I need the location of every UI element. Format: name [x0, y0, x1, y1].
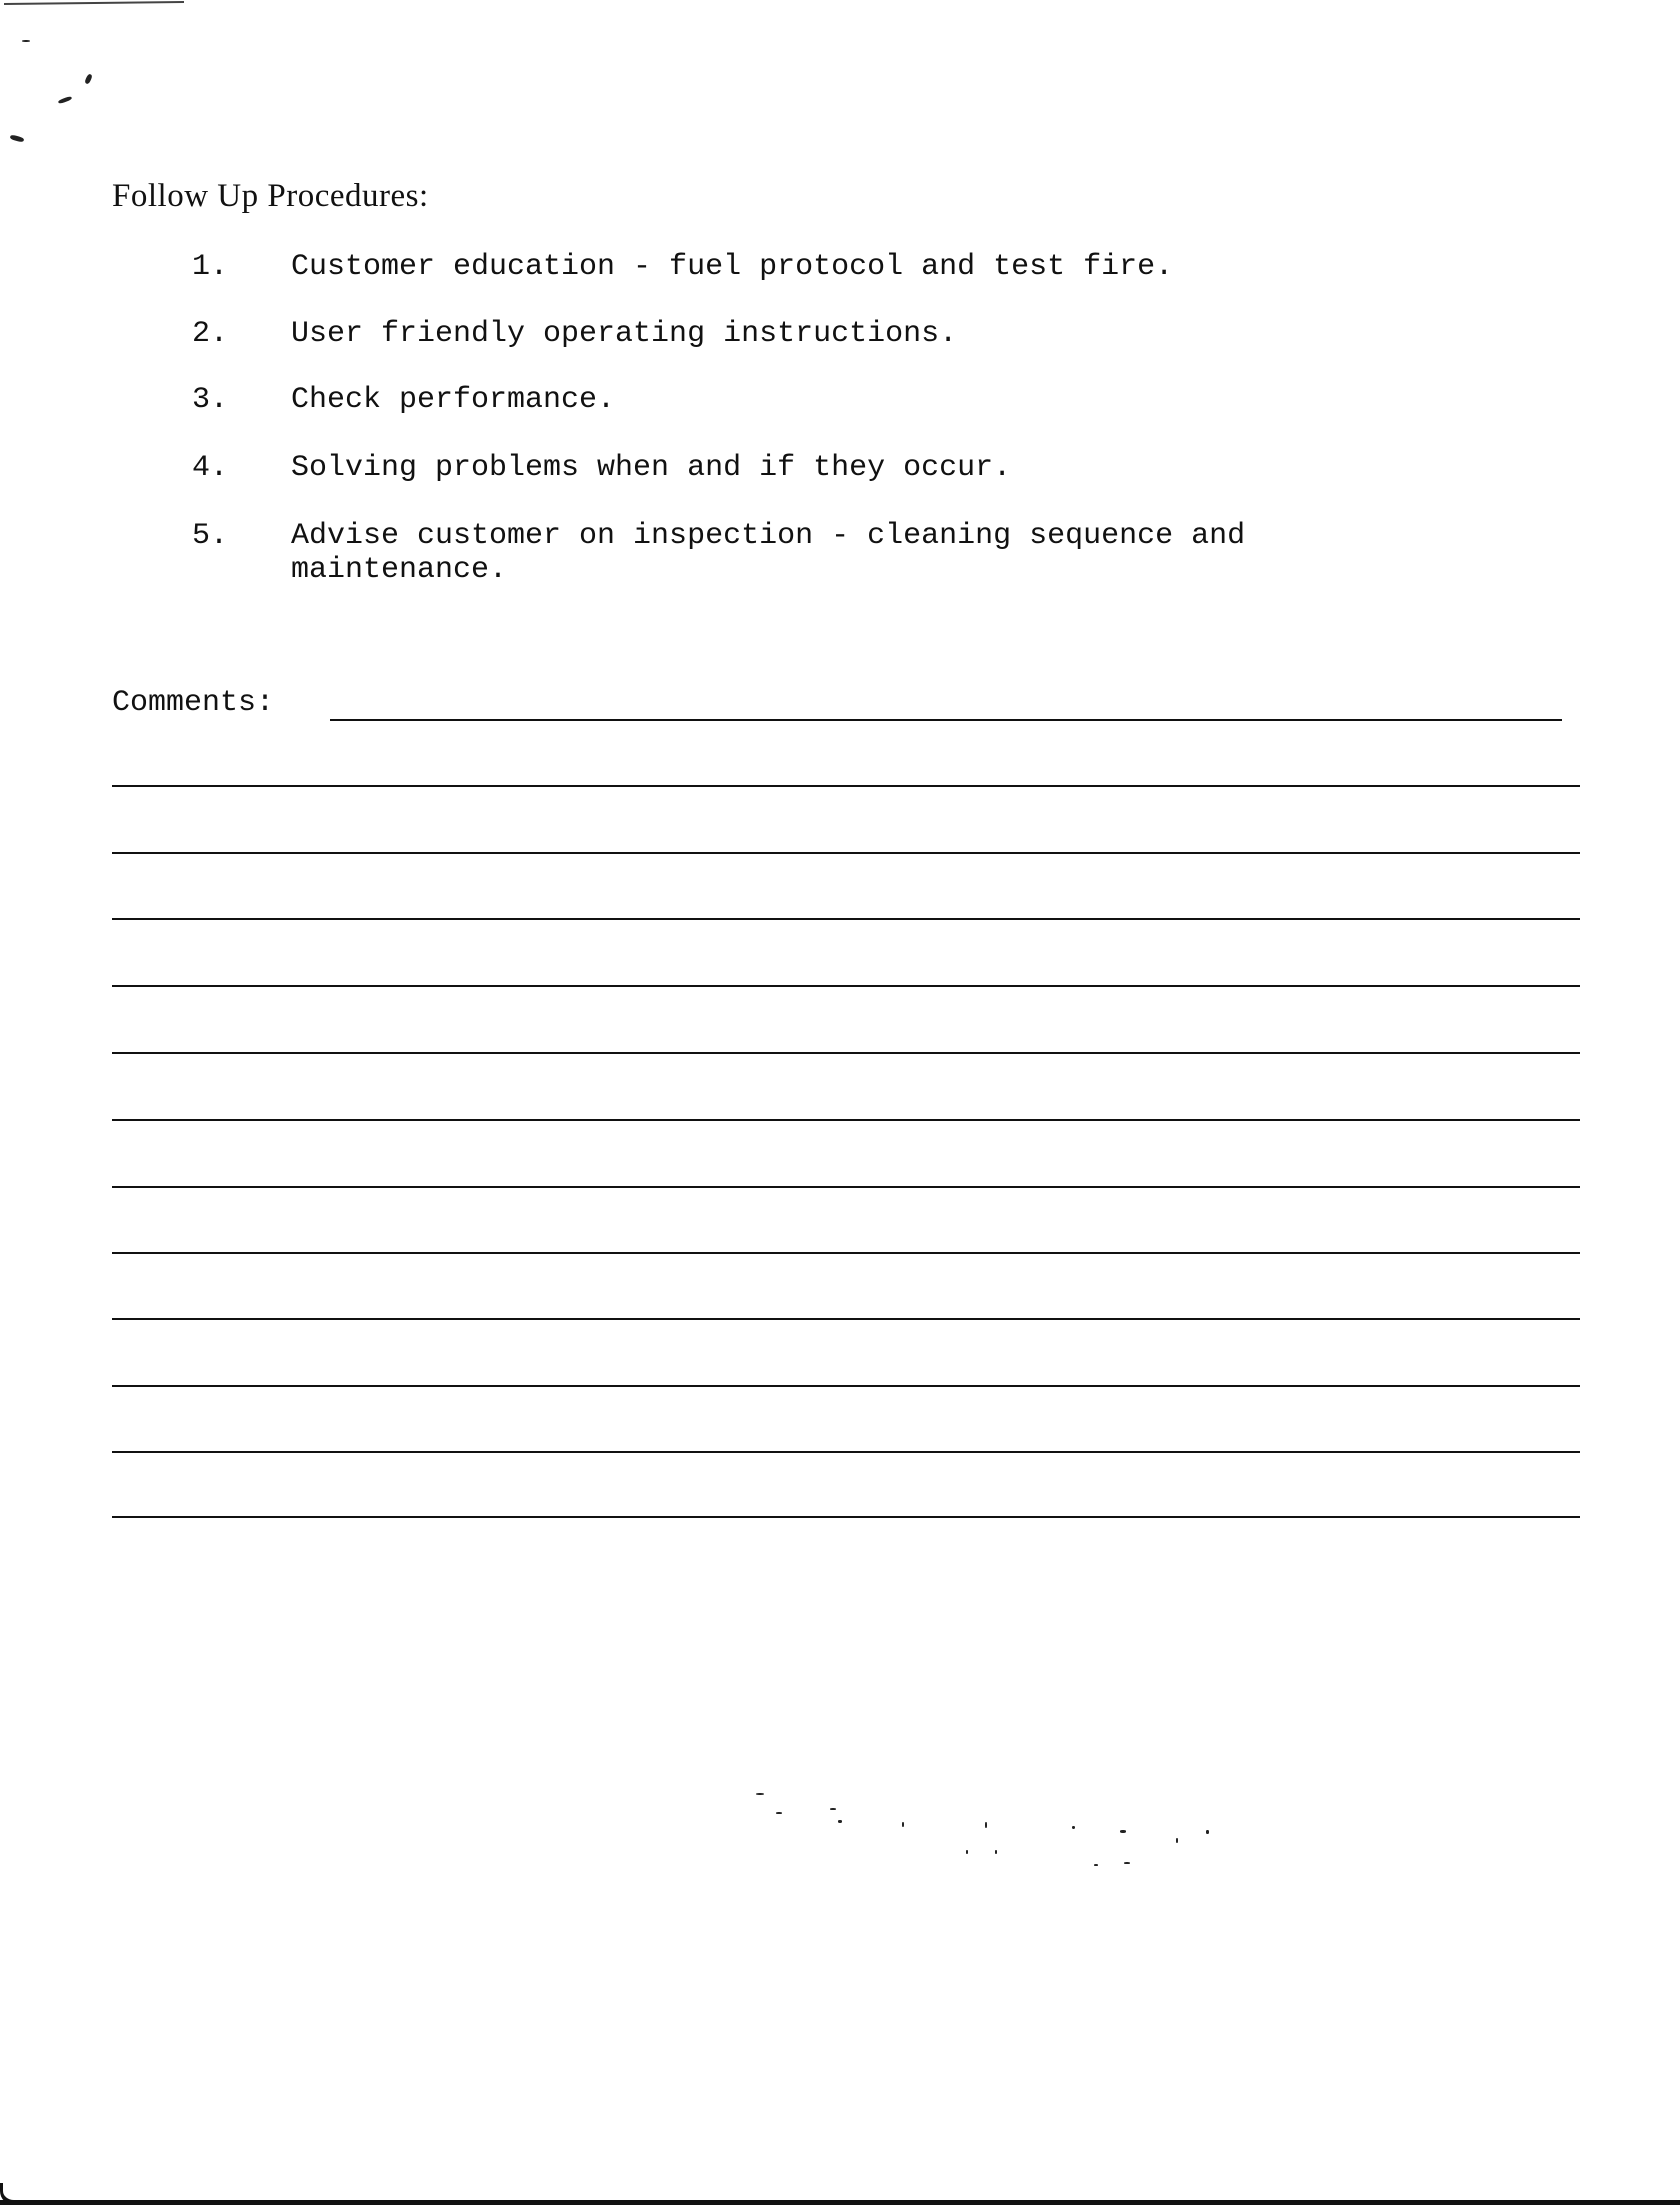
comment-line[interactable]: [112, 1186, 1580, 1188]
comment-line[interactable]: [112, 918, 1580, 920]
comment-line[interactable]: [112, 1516, 1580, 1518]
procedure-text: Solving problems when and if they occur.: [291, 451, 1012, 485]
comment-line[interactable]: [112, 785, 1580, 787]
comment-line[interactable]: [112, 852, 1580, 854]
scan-speck: [830, 1808, 836, 1810]
scan-speck: [1124, 1862, 1130, 1864]
procedure-number: 3.: [192, 383, 229, 417]
comment-line[interactable]: [112, 1451, 1580, 1453]
procedure-number: 5.: [192, 519, 229, 553]
procedure-text: User friendly operating instructions.: [291, 317, 958, 351]
procedure-number: 2.: [192, 317, 229, 351]
scan-bottom-edge: [0, 2200, 1680, 2205]
scan-speck: [1176, 1838, 1178, 1843]
comments-label: Comments:: [112, 686, 275, 720]
procedure-text: Check performance.: [291, 383, 616, 417]
scan-speck: [1072, 1826, 1075, 1829]
procedure-text: [291, 519, 1245, 587]
scan-speck: [776, 1812, 782, 1814]
scan-speck: [22, 40, 30, 42]
comment-line[interactable]: [112, 985, 1580, 987]
scan-speck: [1094, 1864, 1098, 1866]
comment-line[interactable]: [112, 1385, 1580, 1387]
scan-speck: [1206, 1830, 1209, 1834]
scan-speck: [985, 1822, 987, 1828]
procedure-number: 4.: [192, 451, 229, 485]
scan-speck: [84, 73, 93, 84]
scan-speck: [995, 1850, 997, 1854]
procedure-text: Customer education - fuel protocol and test fire.: [291, 250, 1174, 284]
comment-line[interactable]: [112, 1119, 1580, 1121]
comment-line[interactable]: [112, 1052, 1580, 1054]
scan-speck: [10, 134, 25, 142]
scan-edge-mark: [4, 1, 184, 5]
scan-speck: [838, 1820, 842, 1823]
comment-line[interactable]: [112, 1318, 1580, 1320]
section-heading: Follow Up Procedures:: [112, 178, 429, 214]
procedure-number: 1.: [192, 250, 229, 284]
procedure-text-line: Advise customer on inspection - cleaning sequence and: [291, 519, 1246, 553]
scan-speck: [58, 96, 73, 105]
comments-field[interactable]: [330, 719, 1562, 721]
scan-speck: [756, 1793, 764, 1795]
scan-speck: [966, 1850, 968, 1854]
scan-speck: [1120, 1830, 1126, 1833]
comment-line[interactable]: [112, 1252, 1580, 1254]
scan-speck: [902, 1822, 904, 1827]
procedure-text-line: maintenance.: [291, 553, 508, 587]
